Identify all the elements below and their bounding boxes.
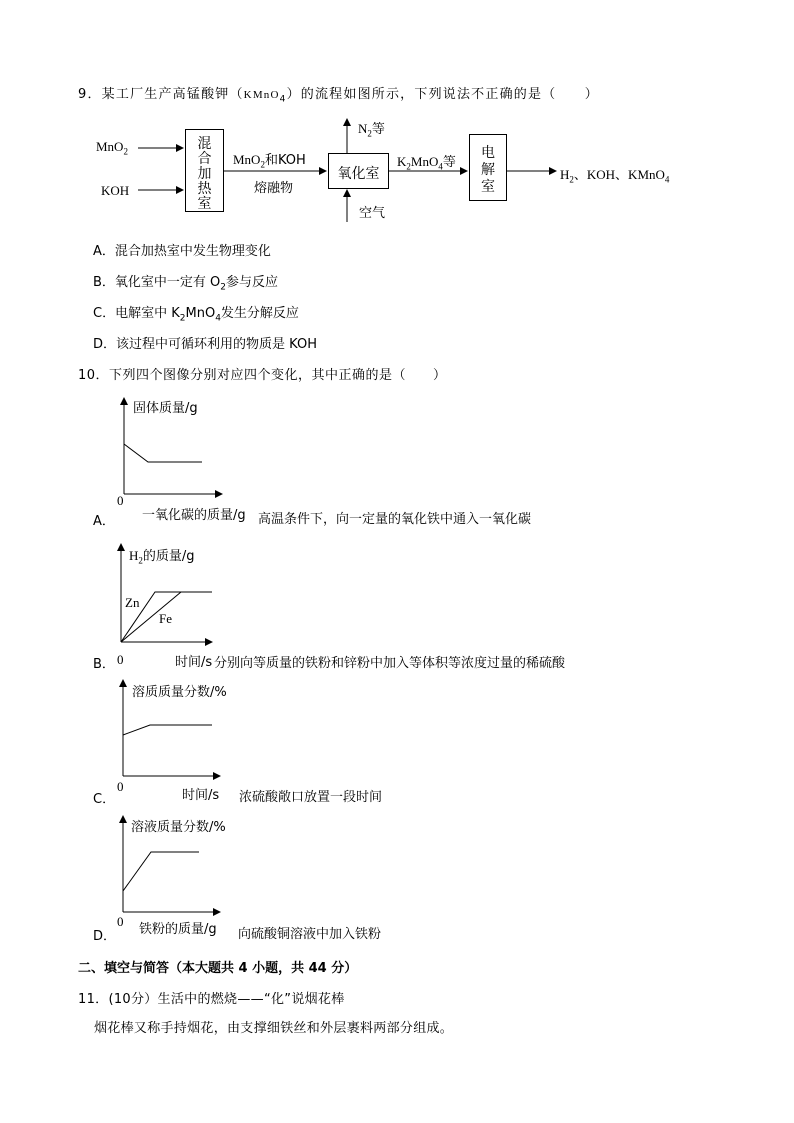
graph-d-caption: 向硫酸铜溶液中加入铁粉 <box>238 927 382 942</box>
graph-d-letter[interactable]: D． <box>93 929 117 944</box>
graph-d-xlabel: 铁粉的质量/g <box>139 922 217 937</box>
graph-b-origin: 0 <box>117 652 124 667</box>
box1-char-4: 热 <box>197 181 212 197</box>
n2-out-label: $N_2$等 <box>358 121 385 139</box>
q9-option-a[interactable]: A．混合加热室中发生物理变化 <box>93 244 271 259</box>
graph-b-letter[interactable]: B． <box>93 657 115 672</box>
graph-a-letter[interactable]: A． <box>93 514 115 529</box>
question-10-stem: 10．下列四个图像分别对应四个变化，其中正确的是（ ） <box>78 368 447 383</box>
box1-char-3: 加 <box>197 166 212 182</box>
graph-c-caption: 浓硫酸敞口放置一段时间 <box>239 790 383 805</box>
graph-c-curve <box>123 725 212 735</box>
graph-b-ylabel: $H_2$的质量/g <box>129 548 195 566</box>
section-2-heading: 二、填空与简答（本大题共 4 小题，共 44 分） <box>78 961 358 976</box>
box3-char-2: 解 <box>481 162 495 178</box>
box1-char-5: 室 <box>197 196 212 212</box>
graph-b-fe-label: Fe <box>159 611 172 626</box>
oxidation-room-box: 氧化室 <box>328 153 389 189</box>
graph-c-letter[interactable]: C． <box>93 792 116 807</box>
q9-option-b[interactable]: B．氧化室中一定有 $O_2$参与反应 <box>93 275 279 293</box>
molten-label-top: MnO$_2$和KOH <box>233 152 306 170</box>
box3-char-3: 室 <box>481 179 495 195</box>
air-in-label: 空气 <box>359 206 386 221</box>
electrolysis-room-box <box>469 134 507 201</box>
graph-d-ylabel: 溶液质量分数/% <box>131 820 226 835</box>
graph-d-origin: 0 <box>117 914 124 929</box>
products-label: $H_2$、KOH、KMnO$_4$ <box>560 167 670 185</box>
input-mno2-label: MnO$_2$ <box>96 139 128 157</box>
graph-c <box>0 672 794 792</box>
box3-char-1: 电 <box>481 145 495 161</box>
graph-c-origin: 0 <box>117 779 124 794</box>
graph-b-xlabel: 时间/s <box>175 655 213 670</box>
graph-a-xlabel: 一氧化碳的质量/g <box>142 508 246 523</box>
graph-a-origin: 0 <box>117 493 124 508</box>
box1-char-2: 合 <box>197 151 212 167</box>
q9-option-c[interactable]: C．电解室中 $K_2MnO_4$发生分解反应 <box>93 306 299 324</box>
graph-a-caption: 高温条件下，向一定量的氧化铁中通入一氧化碳 <box>258 512 532 527</box>
q9-option-d[interactable]: D．该过程中可循环利用的物质是 KOH <box>93 337 317 352</box>
question-11-title: 11．(10分）生活中的燃烧——“化”说烟花棒 <box>78 992 345 1007</box>
graph-a-ylabel: 固体质量/g <box>133 401 198 416</box>
graph-d <box>0 808 794 928</box>
box1-char-1: 混 <box>197 136 212 152</box>
question-9-stem: 9．某工厂生产高锰酸钾（KMnO$_4$）的流程如图所示，下列说法不正确的是（ ） <box>78 87 599 105</box>
input-koh-label: KOH <box>101 183 130 198</box>
k2mno4-label: $K_2MnO_4$等 <box>397 154 456 172</box>
graph-b-zn-label: Zn <box>125 595 140 610</box>
mixing-heating-room-box <box>185 129 224 212</box>
graph-b <box>0 536 794 656</box>
graph-d-curve <box>123 852 199 891</box>
graph-c-ylabel: 溶质质量分数/% <box>132 685 227 700</box>
graph-b-caption: 分别向等质量的铁粉和锌粉中加入等体积等浓度过量的稀硫酸 <box>214 656 566 671</box>
graph-c-xlabel: 时间/s <box>182 788 220 803</box>
molten-label-bottom: 熔融物 <box>254 181 294 196</box>
flow-arrows <box>0 0 794 240</box>
graph-a-curve <box>124 444 202 462</box>
question-11-body: 烟花棒又称手持烟花，由支撑细铁丝和外层裹料两部分组成。 <box>94 1021 454 1036</box>
